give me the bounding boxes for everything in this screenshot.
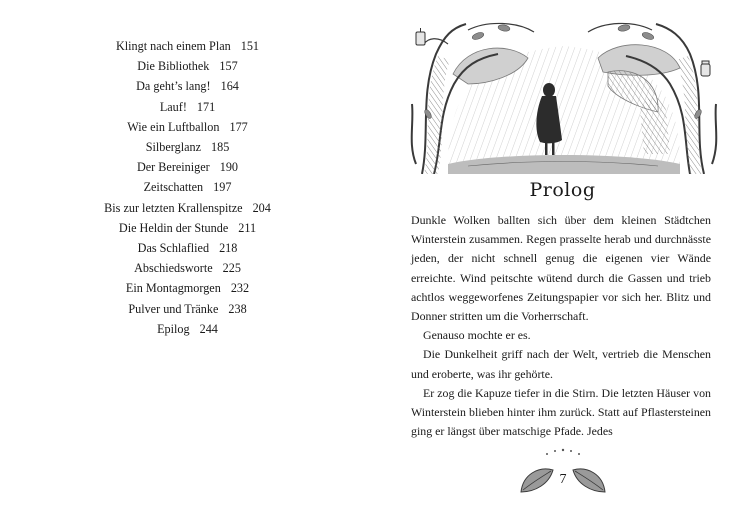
toc-entry [0, 258, 375, 278]
chapter-illustration [408, 14, 720, 174]
right-page [375, 0, 750, 519]
toc-entry [0, 177, 375, 197]
toc-entry-title: Epilog [157, 321, 190, 336]
toc-entry [0, 137, 375, 157]
paragraph: Er zog die Kapuze tiefer in die Stirn. Die letzten Häuser von Winterstein blieben hinter ihm zurück. Statt auf Pflastersteinen ging er längst über matschige Pfade. Jedes [411, 385, 711, 439]
jar-icon [701, 61, 710, 76]
toc-entry-title: Zeitschatten [143, 180, 204, 195]
toc-entry [0, 117, 375, 137]
toc-entry [0, 76, 375, 96]
toc-entry-title: Ein Montagmorgen [125, 281, 221, 296]
toc-entry-page: 177 [229, 119, 248, 134]
toc-entry-title: Silberglanz [145, 140, 201, 155]
toc-entry-page: 218 [219, 241, 238, 256]
toc-entry-page: 211 [238, 220, 257, 235]
toc-entry [0, 238, 375, 258]
toc-entry-page: 225 [222, 261, 241, 276]
toc-entry-title: Die Heldin der Stunde [118, 220, 229, 235]
toc-entry-page: 185 [211, 140, 230, 155]
paragraph: Dunkle Wolken ballten sich über dem kleinen Städtchen Winterstein zusammen. Regen prasselte herab und durchnässte jeden, der nicht schnell genug die eigenen vier Wände erreichte. Wind peitschte wütend durch die Gassen und trieb achtlos weggeworfenes Zeitungspapier vor sich her. Blitz und Donner stritten um die Vorherrschaft. [411, 213, 711, 324]
toc-entry-page: 190 [219, 160, 239, 175]
toc-entry [0, 36, 375, 56]
toc-entry-page: 244 [199, 321, 218, 336]
toc-entry [0, 157, 375, 177]
lantern-icon [416, 28, 425, 45]
paragraph: Genauso mochte er es. [423, 328, 531, 343]
toc-entry-page: 232 [230, 281, 250, 296]
toc-entry-page: 151 [240, 39, 260, 53]
toc-entry [0, 319, 375, 339]
toc-entry-title: Da geht’s lang! [136, 79, 211, 94]
toc-entry-title: Lauf! [159, 99, 187, 114]
toc-entry-title: Bis zur letzten Krallenspitze [104, 200, 243, 215]
toc-entry [0, 299, 375, 319]
toc-entry [0, 278, 375, 298]
toc-entry [0, 218, 375, 238]
toc-entry-page: 157 [219, 59, 238, 74]
toc-entry [0, 56, 375, 76]
toc-entry-page: 164 [220, 79, 239, 94]
toc-entry-page: 171 [196, 99, 216, 114]
paragraph: Die Dunkelheit griff nach der Welt, vertrieb die Menschen und eroberte, was ihr gehörte. [411, 347, 711, 381]
toc-entry-page: 204 [252, 200, 271, 215]
table-of-contents [0, 36, 375, 339]
page-number-ornament [517, 448, 609, 498]
toc-entry-title: Wie ein Luftballon [127, 119, 220, 134]
page-number: 7 [559, 472, 567, 487]
toc-entry-title: Der Bereiniger [136, 160, 210, 175]
toc-entry-title: Klingt nach einem Plan [115, 39, 231, 53]
toc-entry-title: Abschiedsworte [134, 261, 213, 276]
toc-entry-page: 238 [228, 301, 247, 316]
toc-entry-page: 197 [213, 180, 232, 195]
chapter-title: Prolog [529, 179, 596, 201]
toc-entry [0, 198, 375, 218]
toc-entry [0, 97, 375, 117]
toc-entry-title: Die Bibliothek [137, 59, 210, 74]
toc-entry-title: Pulver und Tränke [128, 301, 219, 316]
toc-entry-title: Das Schlaflied [137, 241, 210, 256]
chapter-body [411, 211, 711, 441]
